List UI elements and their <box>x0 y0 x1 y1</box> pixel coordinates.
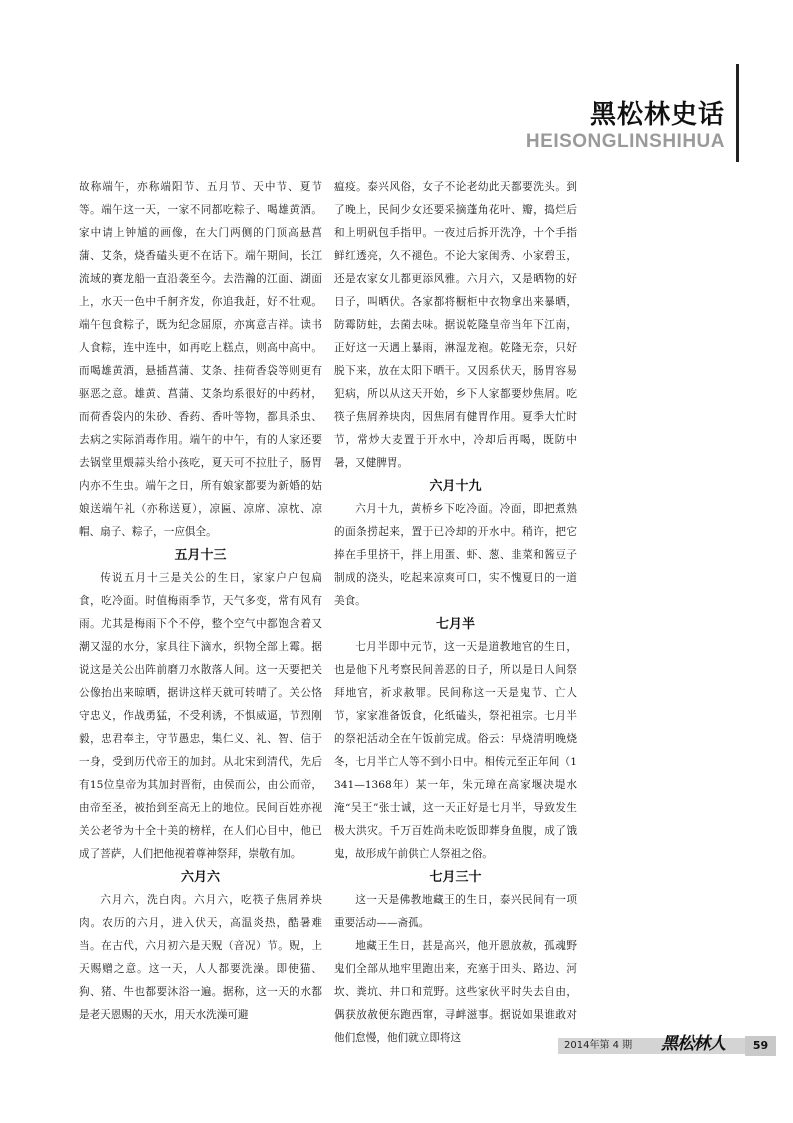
paragraph: 地藏王生日，甚是高兴，他开恩放赦，孤魂野鬼们全部从地牢里跑出来，充塞于田头、路边、河坎、粪坑、井口和荒野。这些家伙平时失去自由，偶获放赦便东跑西窜，寻衅滋事。据说如果谁敢对他们怠慢，他们就立即将这 <box>334 940 577 1044</box>
section-heading: 五月十三 <box>174 548 227 563</box>
paragraph: 瘟疫。泰兴风俗，女子不论老幼此天都要洗头。到了晚上，民间少女还要采摘蓬角花叶、瓣，捣烂后和上明矾包手指甲。一夜过后拆开洗净，十个手指鲜红透亮，久不褪色。不论大家闺秀、小家碧玉，还是农家女儿都更添风雅。六月六，又是晒物的好日子，叫晒伏。各家都将橱柜中衣物拿出来暴晒，防霉防蛀，去菌去味。据说乾隆皇帝当年下江南，正好这一天遇上暴雨，淋湿龙袍。乾隆无奈，只好脱下来，放在太阳下晒干。又因系伏天，肠胃容易犯病，所以从这天开始，乡下人家都要炒焦屑。吃筷子焦屑养块肉，因焦屑有健胃作用。夏季大忙时节，常炒大麦置于开水中，冷却后再喝，既防中暑，又健脾胃。 <box>334 181 577 469</box>
column-title: 黑松林史话 <box>589 100 725 130</box>
header-divider-rule <box>736 64 739 162</box>
paragraph: 故称端午，亦称端阳节、五月节、天中节、夏节等。端午这一天，一家不同都吃粽子、喝雄黄酒。家中请上钟馗的画像，在大门两侧的门顶高悬菖蒲、艾条，烧香磕头更不在话下。端午期间，长江流域的赛龙船一直沿袭至今。去浩瀚的江面、湖面上，水天一色中千舸齐发，你追我赶，好不壮观。端午包食粽子，既为纪念屈原，亦寓意吉祥。读书人食粽，连中连中，如再吃上糕点，则高中高中。而喝雄黄酒，悬插菖蒲、艾条、挂荷香袋等则更有驱恶之意。雄黄、菖蒲、艾条均系很好的中药材，而荷香袋内的朱砂、香药、香叶等物，都具杀虫、去病之实际消毒作用。端午的中午，有的人家还要去锅堂里煨蒜头给小孩吃，夏天可不拉肚子，肠胃内亦不生虫。端午之日，所有娘家都要为新婚的姑娘送端午礼（亦称送夏），凉匾、凉席、凉枕、凉帽、扇子、粽子，一应俱全。 <box>79 181 322 538</box>
section-heading: 七月三十 <box>429 870 482 885</box>
column-subtitle: HEISONGLINSHIHUA <box>525 131 725 152</box>
magazine-logo: 黑松林人 <box>661 1034 725 1054</box>
section-heading: 六月六 <box>180 870 220 885</box>
paragraph: 七月半即中元节，这一天是道教地官的生日，也是他下凡考察民间善恶的日子，所以是日人间祭拜地官，祈求赦罪。民间称这一天是鬼节、亡人节，家家准备饭食，化纸磕头，祭祀祖宗。七月半的祭祀活动全在午饭前完成。俗云：早烧清明晚烧冬，七月半亡人等不到小日中。相传元至正年间（1341—1368年）某一年，朱元璋在高家堰决堤水淹“吴王”张士诚，这一天正好是七月半，导致发生极大洪灾。千万百姓尚未吃饭即葬身鱼腹，成了饿鬼，故形成午前供亡人祭祖之俗。 <box>334 641 577 860</box>
issue-label: 2014年第 4 期 <box>564 1040 633 1051</box>
paragraph: 六月十九，黄桥乡下吃冷面。冷面，即把煮熟的面条捞起来，置于已冷却的开水中。稍许，把它捧在手里挤干，拌上用蛋、虾、葱、韭菜和酱豆子制成的浇头，吃起来凉爽可口，实不愧夏日的一道美食。 <box>334 503 577 607</box>
paragraph: 六月六，洗白肉。六月六，吃筷子焦屑养块肉。农历的六月，进入伏天，高温炎热，酷暑难当。在古代，六月初六是天贶（音况）节。贶，上天赐赠之意。这一天，人人都要洗澡。即使猫、狗、猪、牛也都要沐浴一遍。据称，这一天的水都是老天恩赐的天水，用天水洗澡可避 <box>79 894 322 1021</box>
section-heading: 六月十九 <box>429 479 482 494</box>
right-text-column <box>334 176 577 1050</box>
paragraph: 传说五月十三是关公的生日，家家户户包扁食，吃冷面。时值梅雨季节，天气多变，常有风有雨。尤其是梅雨下个不停，整个空气中都饱含着又潮又湿的水分，家具往下滴水，织物全部上霉。据说这是关公出阵前磨刀水散落人间。这一天要把关公像抬出来晾晒，据讲这样天就可转晴了。关公恪守忠义，作战勇猛，不受利诱，不惧威逼，节烈刚毅，忠君奉主，守节愚忠，集仁义、礼、智、信于一身，受到历代帝王的加封。从北宋到清代，先后有15位皇帝为其加封晋衔，由侯而公，由公而帝，由帝至圣，被抬到至高无上的地位。民间百姓亦视关公老爷为十全十美的榜样，在人们心目中，他已成了菩萨，人们把他视着尊神祭拜，崇敬有加。 <box>79 572 322 860</box>
left-text-column <box>79 176 322 1027</box>
paragraph: 这一天是佛教地藏王的生日，泰兴民间有一项重要活动——斋孤。 <box>334 894 577 929</box>
page-number: 59 <box>745 1036 776 1056</box>
section-heading: 七月半 <box>435 617 475 632</box>
